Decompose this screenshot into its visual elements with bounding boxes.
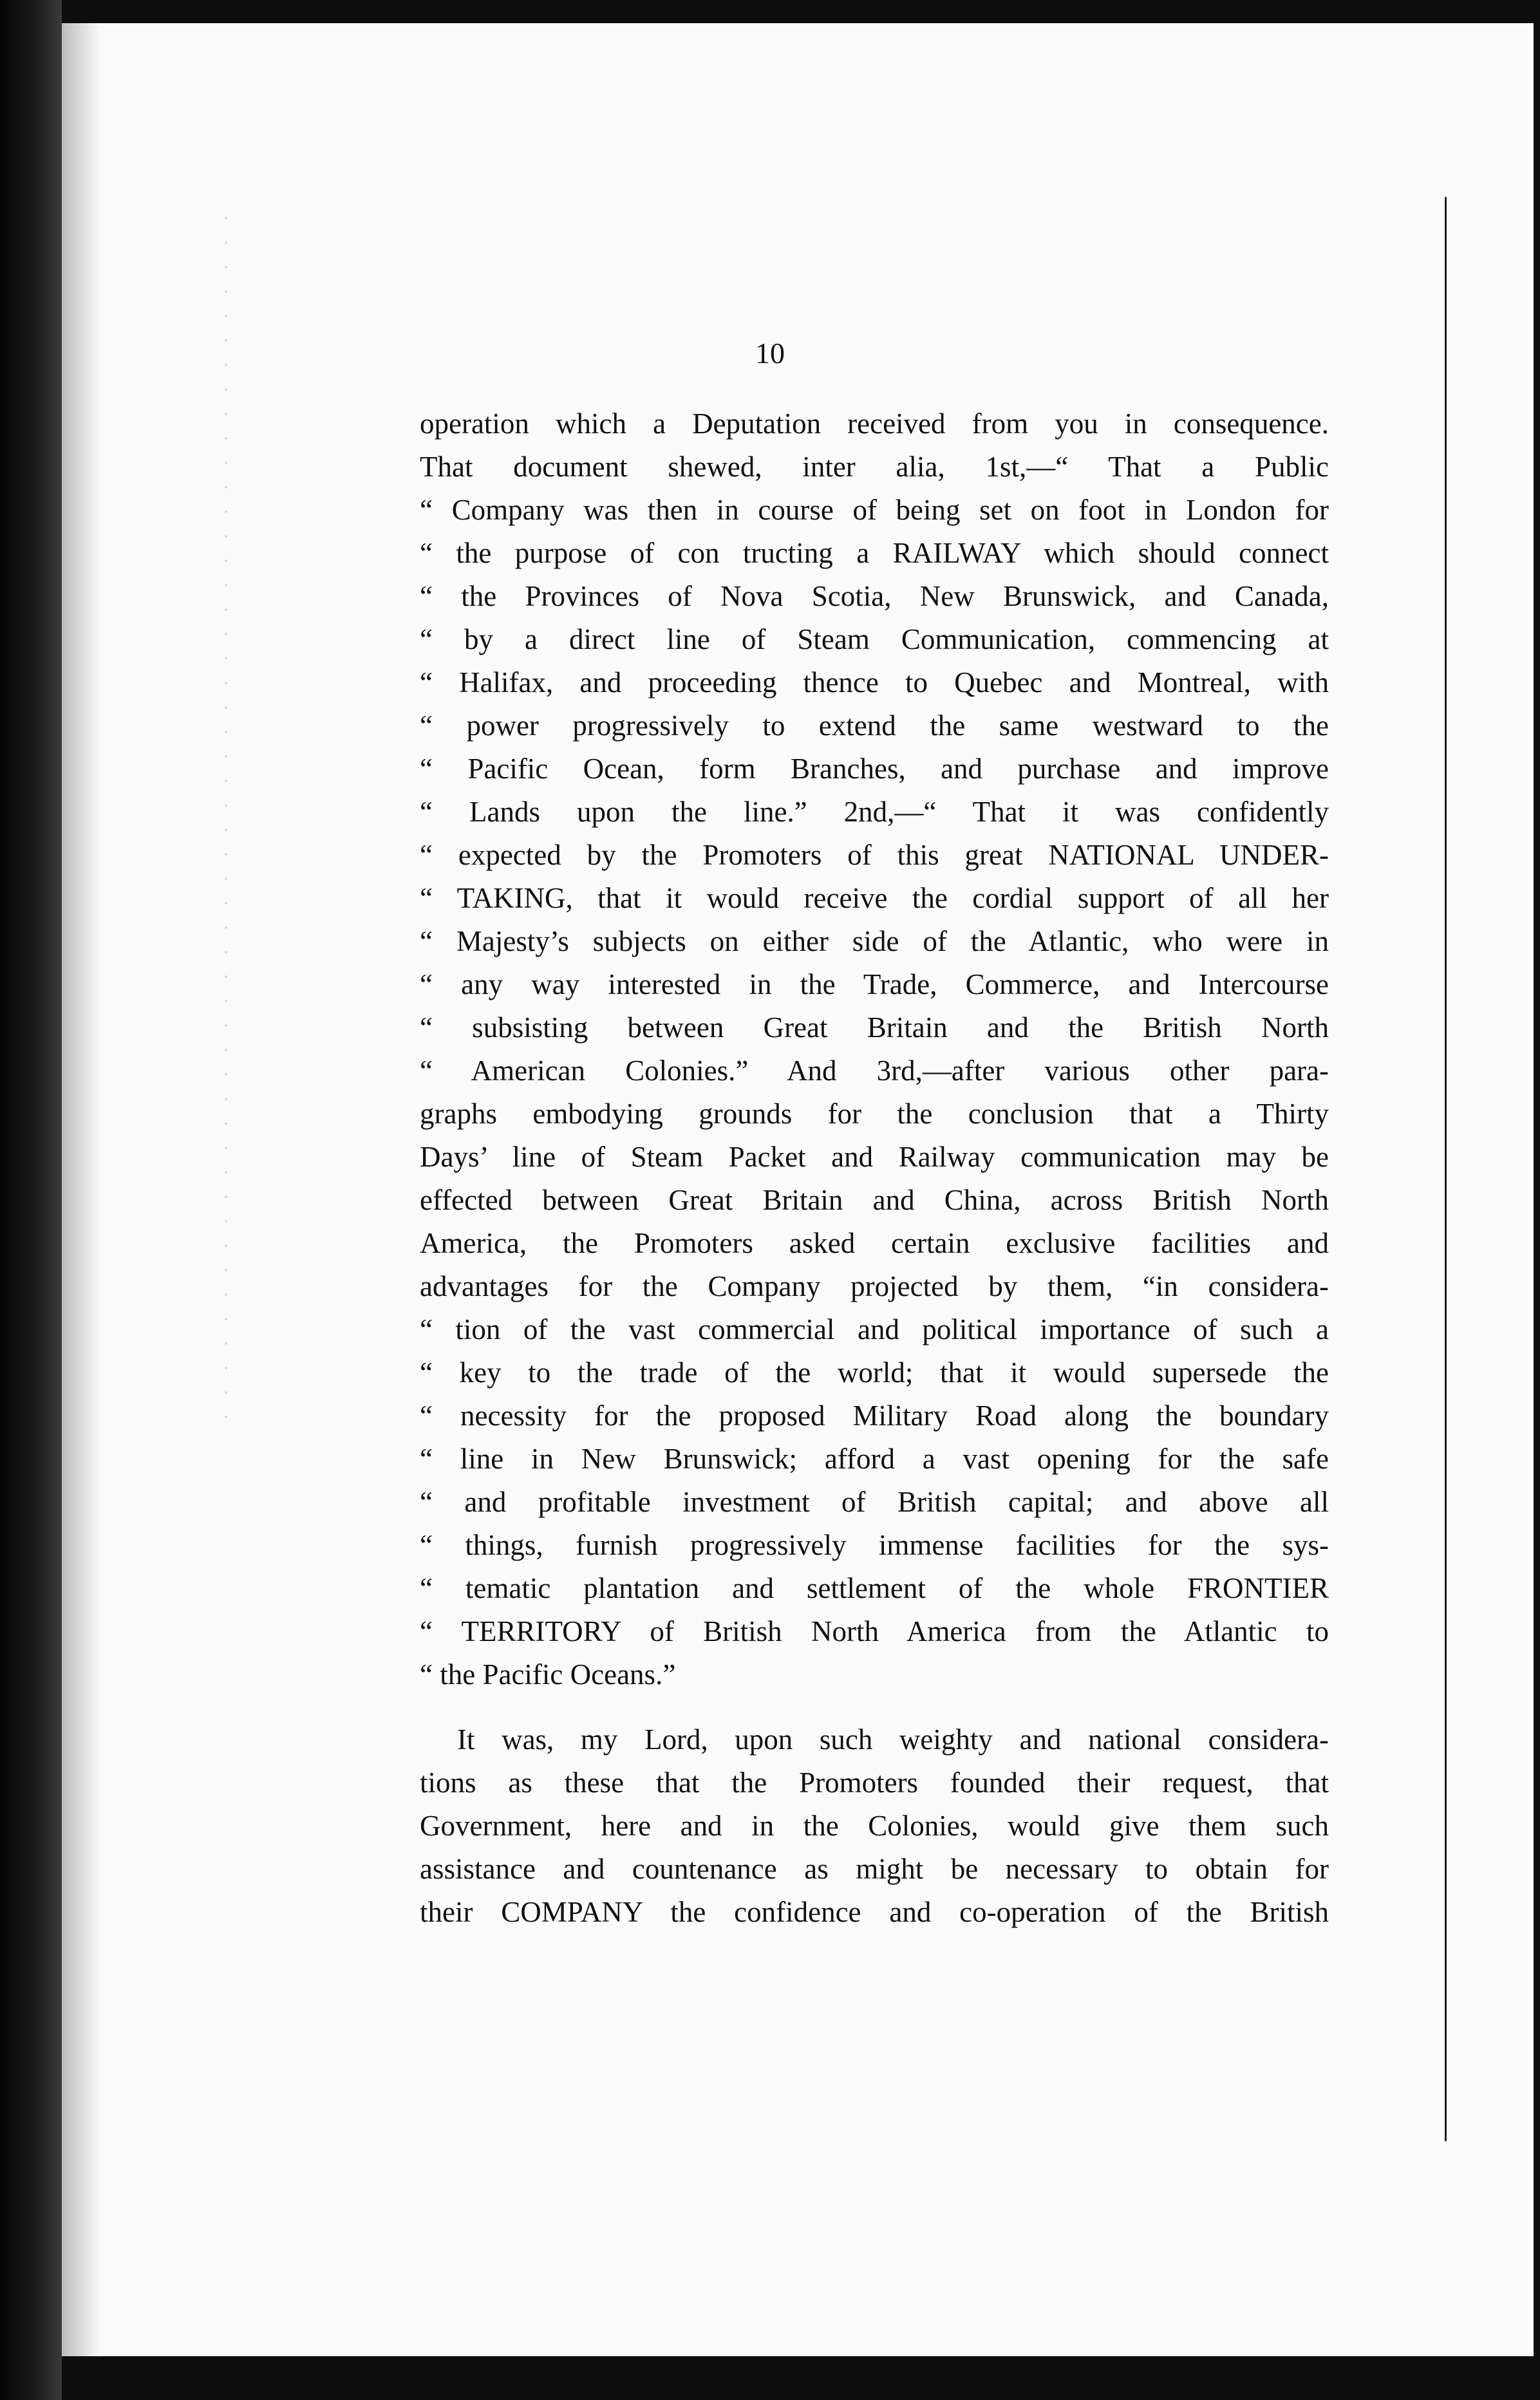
text-line: “ key to the trade of the world; that it would supersede the (420, 1356, 1329, 1389)
text-line: “ tematic plantation and settlement of the whole FRONTIER (420, 1572, 1329, 1604)
text-line: their COMPANY the confidence and co-operation of the British (420, 1896, 1329, 1928)
text-line: “ necessity for the proposed Military Road along the boundary (420, 1400, 1329, 1432)
text-line: “ Majesty’s subjects on either side of the Atlantic, who were in (420, 925, 1329, 957)
text-line: That document shewed, inter alia, 1st,—“ That a Public (420, 451, 1329, 483)
text-line: “ Pacific Ocean, form Branches, and purchase and improve (420, 753, 1329, 785)
text-line: “ line in New Brunswick; afford a vast opening for the safe (420, 1443, 1329, 1475)
body-text (420, 402, 1329, 1934)
text-line: “ and profitable investment of British capital; and above all (420, 1486, 1329, 1518)
text-line: “ subsisting between Great Britain and the British North (420, 1011, 1329, 1044)
text-line: operation which a Deputation received from you in consequence. (420, 408, 1329, 440)
text-line: tions as these that the Promoters founded their request, that (420, 1767, 1329, 1799)
text-line: effected between Great Britain and China, across British North (420, 1184, 1329, 1216)
text-line: assistance and countenance as might be necessary to obtain for (420, 1853, 1329, 1885)
text-line: Days’ line of Steam Packet and Railway communication may be (420, 1141, 1329, 1173)
margin-speckle (218, 206, 234, 1429)
paragraph-1 (420, 402, 1329, 1696)
paragraph-gap (420, 1696, 1329, 1718)
text-line: “ tion of the vast commercial and political importance of such a (420, 1313, 1329, 1345)
text-line: “ Halifax, and proceeding thence to Quebec and Montreal, with (420, 666, 1329, 698)
text-line: “ power progressively to extend the same westward to the (420, 709, 1329, 742)
text-line: America, the Promoters asked certain exclusive facilities and (420, 1227, 1329, 1259)
text-line: “ American Colonies.” And 3rd,—after various other para- (420, 1055, 1329, 1087)
page-number: 10 (755, 337, 785, 370)
text-line: “ Company was then in course of being set on foot in London for (420, 494, 1329, 526)
text-line: “ the purpose of con tructing a RAILWAY which should connect (420, 537, 1329, 569)
paragraph-2 (420, 1718, 1329, 1934)
gutter-shadow (62, 23, 100, 2356)
text-line: “ Lands upon the line.” 2nd,—“ That it was confidently (420, 796, 1329, 828)
right-margin-rule (1445, 197, 1447, 2141)
text-line: “ TAKING, that it would receive the cordial support of all her (420, 882, 1329, 914)
text-line: “ expected by the Promoters of this great NATIONAL UNDER- (420, 839, 1329, 871)
text-line: Government, here and in the Colonies, would give them such (420, 1810, 1329, 1842)
text-line: “ any way interested in the Trade, Commerce, and Intercourse (420, 968, 1329, 1000)
text-line: “ things, furnish progressively immense facilities for the sys- (420, 1529, 1329, 1561)
text-line: “ by a direct line of Steam Communication, commencing at (420, 623, 1329, 655)
text-line: “ the Provinces of Nova Scotia, New Brunswick, and Canada, (420, 580, 1329, 612)
text-line: “ TERRITORY of British North America from the Atlantic to (420, 1615, 1329, 1647)
text-line: graphs embodying grounds for the conclusion that a Thirty (420, 1098, 1329, 1130)
text-line: advantages for the Company projected by them, “in considera- (420, 1270, 1329, 1302)
text-line: “ the Pacific Oceans.” (420, 1658, 676, 1691)
text-line: It was, my Lord, upon such weighty and national considera- (457, 1723, 1329, 1756)
